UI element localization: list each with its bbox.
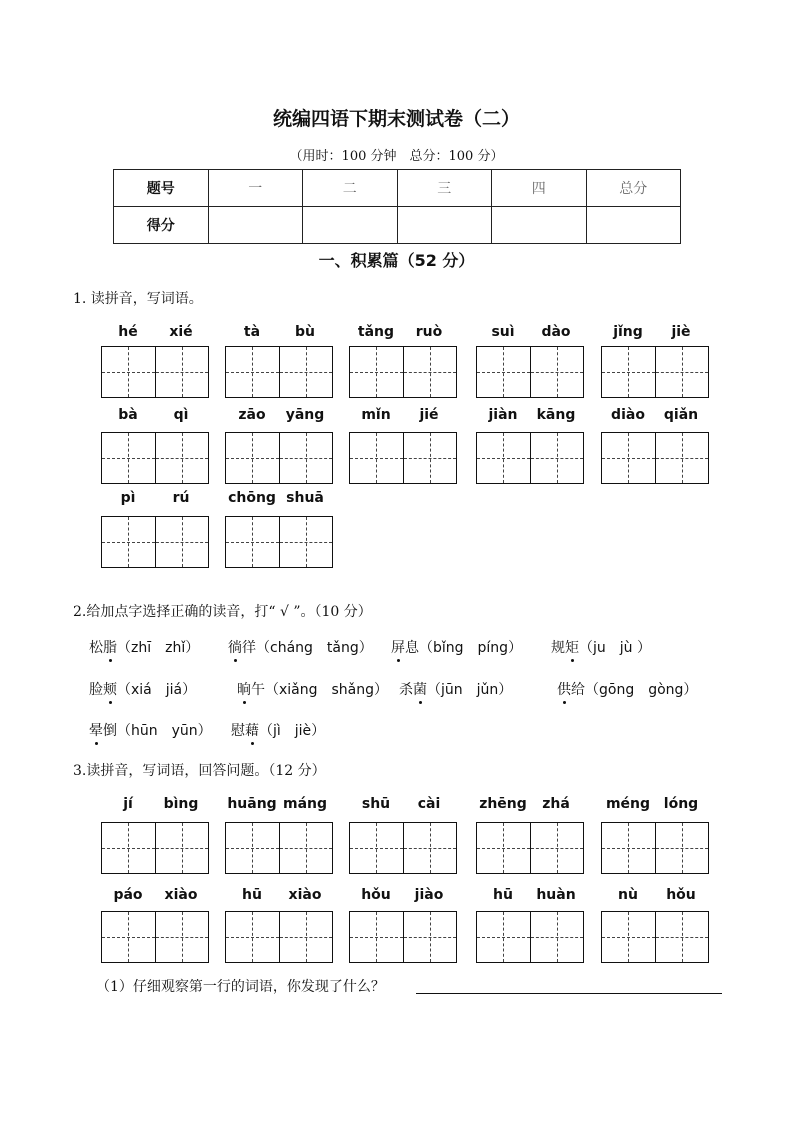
writing-cell[interactable] [350,433,403,483]
column-1-header: 一 [208,170,303,207]
q3-tianzige-box[interactable] [101,822,209,874]
pinyin-options[interactable]: （cháng tǎng） [256,640,373,656]
q3-tianzige-box[interactable] [601,822,709,874]
q3-pinyin: hǒu [361,887,391,903]
writing-cell[interactable] [403,823,457,873]
pinyin-options[interactable]: （xiá jiá） [117,682,197,698]
writing-cell[interactable] [102,433,155,483]
writing-cell[interactable] [602,823,655,873]
word-char: 晕 [89,723,103,739]
pinyin-options[interactable]: （jì jiè） [259,723,326,739]
q1-pinyin: tà [243,324,261,340]
writing-cell[interactable] [350,347,403,397]
word-char: 颊 [103,682,117,698]
word-char: 息 [405,640,419,656]
q1-pinyin: zāo [238,407,266,423]
writing-cell[interactable] [279,823,333,873]
q1-pinyin: qì [173,407,189,423]
score-cell[interactable] [586,207,681,244]
word-char: 给 [571,682,585,698]
q3-pinyin: nù [618,887,638,903]
q1-pinyin: jiè [671,324,691,340]
writing-cell[interactable] [655,912,709,962]
writing-cell[interactable] [477,912,530,962]
writing-cell[interactable] [226,433,279,483]
pinyin-options[interactable]: （bǐng píng） [419,640,523,656]
writing-cell[interactable] [226,347,279,397]
pinyin-options[interactable]: （xiǎng shǎng） [265,682,389,698]
writing-cell[interactable] [226,517,279,567]
reading-choice-item[interactable] [89,637,199,657]
header-label-cell: 题号 [114,170,209,207]
writing-cell[interactable] [530,912,584,962]
q3-tianzige-box[interactable] [225,822,333,874]
q1-pinyin: xié [169,324,193,340]
writing-cell[interactable] [155,823,209,873]
writing-cell[interactable] [477,347,530,397]
q3-pinyin: bìng [163,796,199,812]
exam-subtitle: （用时：100 分钟 总分：100 分） [289,149,504,164]
question-3-sub-1: （1）仔细观察第一行的词语，你发现了什么？ [96,979,385,995]
score-label-cell: 得分 [114,207,209,244]
q3-tianzige-box[interactable] [601,911,709,963]
q1-tianzige-box[interactable] [225,432,333,484]
q1-pinyin: ruò [415,324,443,340]
q3-pinyin: lóng [663,796,699,812]
exam-title: 统编四语下期末测试卷（二） [272,108,520,130]
writing-cell[interactable] [530,433,584,483]
q1-pinyin: bà [118,407,138,423]
score-table [113,169,681,244]
reading-choice-item[interactable] [399,679,512,699]
writing-cell[interactable] [530,347,584,397]
q1-tianzige-box[interactable] [601,346,709,398]
question-2-prompt: 2.给加点字选择正确的读音，打“ √ ”。（10 分） [73,604,372,620]
q3-pinyin: cài [417,796,441,812]
q1-pinyin: bù [295,324,315,340]
question-3-prompt: 3.读拼音，写词语，回答问题。（12 分） [73,763,326,779]
q3-pinyin: jí [123,796,133,812]
q1-pinyin: jǐng [613,324,643,340]
writing-cell[interactable] [530,823,584,873]
q1-tianzige-box[interactable] [225,346,333,398]
q3-pinyin: jiào [414,887,444,903]
q3-pinyin: huāng [227,796,277,812]
writing-cell[interactable] [477,433,530,483]
score-cell[interactable] [208,207,303,244]
q1-pinyin: hé [118,324,138,340]
writing-cell[interactable] [226,912,279,962]
q1-pinyin: jiàn [488,407,518,423]
reading-choice-item[interactable] [237,679,388,699]
q3-pinyin: xiào [288,887,322,903]
q1-pinyin: dào [541,324,571,340]
column-4-header: 四 [492,170,587,207]
q1-tianzige-box[interactable] [476,346,584,398]
q3-pinyin: páo [113,887,143,903]
word-char: 杀 [399,682,413,698]
writing-cell[interactable] [102,912,155,962]
q1-tianzige-box[interactable] [101,346,209,398]
word-char: 规 [551,640,565,656]
score-table-header-row [114,170,681,207]
q3-pinyin: hǒu [666,887,696,903]
q3-tianzige-box[interactable] [101,911,209,963]
writing-cell[interactable] [403,912,457,962]
reading-choice-item[interactable] [228,637,373,657]
word-char: 脸 [89,682,103,698]
writing-cell[interactable] [279,517,333,567]
word-char: 菌 [413,682,427,698]
writing-cell[interactable] [350,912,403,962]
q1-tianzige-box[interactable] [476,432,584,484]
q1-pinyin: kāng [536,407,576,423]
q3-pinyin: shū [361,796,391,812]
answer-line[interactable] [416,993,722,994]
q3-tianzige-box[interactable] [476,911,584,963]
q3-tianzige-box[interactable] [349,822,457,874]
column-2-header: 二 [303,170,398,207]
q1-pinyin: rú [172,490,190,506]
score-cell[interactable] [492,207,587,244]
reading-choice-item[interactable] [231,720,325,740]
reading-choice-item[interactable] [89,720,212,740]
q3-pinyin: zhēng [479,796,527,812]
q1-pinyin: yāng [285,407,325,423]
pinyin-options[interactable]: （zhī zhǐ） [117,640,200,656]
pinyin-options[interactable]: （gōng gòng） [585,682,698,698]
word-char: 倒 [103,723,117,739]
pinyin-options[interactable]: （ju jù ） [579,640,651,656]
q3-pinyin: xiào [164,887,198,903]
writing-cell[interactable] [279,433,333,483]
q1-pinyin: jié [419,407,439,423]
word-char: 屏 [391,640,405,656]
word-char: 徉 [242,640,256,656]
score-cell[interactable] [303,207,398,244]
q3-tianzige-box[interactable] [476,822,584,874]
q3-pinyin: méng [605,796,651,812]
word-char: 矩 [565,640,579,656]
column-3-header: 三 [397,170,492,207]
writing-cell[interactable] [602,433,655,483]
writing-cell[interactable] [403,433,457,483]
writing-cell[interactable] [602,347,655,397]
writing-cell[interactable] [350,823,403,873]
word-char: 供 [557,682,571,698]
writing-cell[interactable] [226,823,279,873]
reading-choice-item[interactable] [557,679,697,699]
word-char: 松 [89,640,103,656]
q1-pinyin: tǎng [357,324,395,340]
writing-cell[interactable] [102,347,155,397]
reading-choice-item[interactable] [89,679,196,699]
writing-cell[interactable] [279,912,333,962]
word-char: 徜 [228,640,242,656]
q1-tianzige-box[interactable] [101,516,209,568]
q3-tianzige-box[interactable] [225,911,333,963]
q1-tianzige-box[interactable] [101,432,209,484]
writing-cell[interactable] [155,912,209,962]
writing-cell[interactable] [155,517,209,567]
q3-pinyin: hū [493,887,513,903]
q1-tianzige-box[interactable] [349,432,457,484]
writing-cell[interactable] [155,347,209,397]
question-1-prompt: 1. 读拼音，写词语。 [73,291,203,307]
q1-tianzige-box[interactable] [349,346,457,398]
pinyin-options[interactable]: （jūn jǔn） [427,682,513,698]
word-char: 晌 [237,682,251,698]
q3-tianzige-box[interactable] [349,911,457,963]
q3-pinyin: zhá [542,796,570,812]
writing-cell[interactable] [655,347,709,397]
writing-cell[interactable] [655,823,709,873]
q3-pinyin: hū [242,887,262,903]
q1-pinyin: diào [611,407,645,423]
writing-cell[interactable] [403,347,457,397]
writing-cell[interactable] [155,433,209,483]
q1-tianzige-box[interactable] [601,432,709,484]
reading-choice-item[interactable] [391,637,522,657]
q3-pinyin: máng [282,796,328,812]
word-char: 藉 [245,723,259,739]
column-total-header: 总分 [586,170,681,207]
word-char: 午 [251,682,265,698]
word-char: 慰 [231,723,245,739]
reading-choice-item[interactable] [551,637,651,657]
writing-cell[interactable] [102,517,155,567]
q1-tianzige-box[interactable] [225,516,333,568]
writing-cell[interactable] [279,347,333,397]
q1-pinyin: pì [120,490,136,506]
q1-pinyin: qiǎn [663,407,699,423]
score-cell[interactable] [397,207,492,244]
q1-pinyin: suì [491,324,515,340]
writing-cell[interactable] [477,823,530,873]
pinyin-options[interactable]: （hūn yūn） [117,723,212,739]
writing-cell[interactable] [102,823,155,873]
section-1-heading: 一、积累篇（52 分） [318,251,475,270]
word-char: 脂 [103,640,117,656]
q3-pinyin: huàn [536,887,576,903]
q1-pinyin: shuā [286,490,324,506]
writing-cell[interactable] [602,912,655,962]
q1-pinyin: chōng [228,490,276,506]
writing-cell[interactable] [655,433,709,483]
score-table-score-row [114,207,681,244]
q1-pinyin: mǐn [361,407,391,423]
